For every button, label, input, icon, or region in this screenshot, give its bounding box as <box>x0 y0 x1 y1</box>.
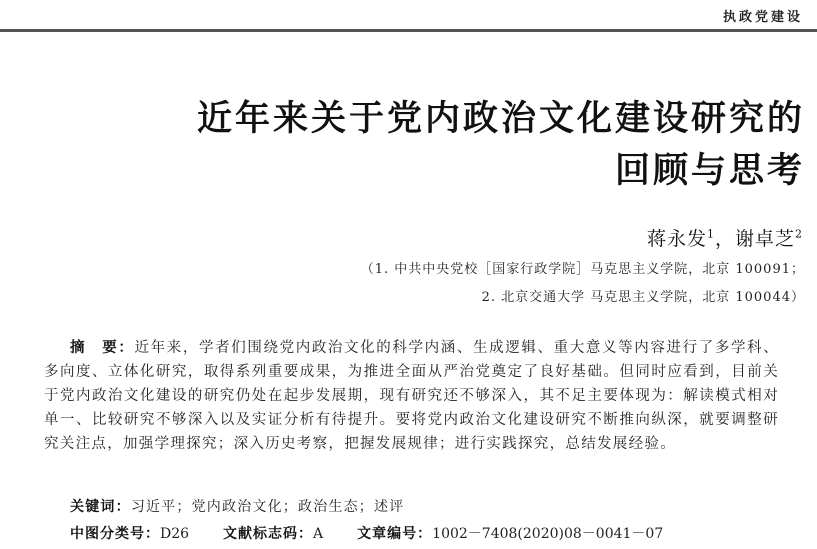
clc-label: 中图分类号： <box>70 526 160 542</box>
clc-number <box>70 523 189 543</box>
abstract-label: 摘 要： <box>70 340 135 356</box>
document-code <box>223 523 323 543</box>
author-separator: ， <box>714 228 735 250</box>
keywords-text: 习近平；党内政治文化；政治生态；述评 <box>130 499 405 515</box>
keywords <box>70 496 404 516</box>
author-mark-2: 2 <box>795 227 803 241</box>
document-code-label: 文献标志码： <box>223 526 314 542</box>
author-name-1: 蒋永发 <box>646 228 707 250</box>
author-list <box>647 224 803 251</box>
author-name-2: 谢卓芝 <box>734 228 795 250</box>
abstract <box>44 336 779 456</box>
article-title <box>45 93 805 197</box>
header-rule <box>0 29 817 32</box>
article-number-label: 文章编号： <box>357 526 433 542</box>
classification-line <box>70 523 790 543</box>
author-mark-1: 1 <box>706 227 715 241</box>
article-number <box>357 523 663 543</box>
title-line-1: 近年来关于党内政治文化建设研究的 <box>196 99 805 139</box>
title-line-2: 回顾与思考 <box>614 151 805 191</box>
clc-value: D26 <box>160 526 190 542</box>
document-code-value: A <box>313 526 324 542</box>
keywords-label: 关键词： <box>70 499 131 515</box>
abstract-text: 近年来，学者们围绕党内政治文化的科学内涵、生成逻辑、重大意义等内容进行了多学科、多向度、立体化研究，取得系列重要成果，为推进全面从严治党奠定了良好基础。但同时应看到，目前关于党内政治文化建设的研究仍处在起步发展期，现有研究还不够深入，其不足主要体现为：解读模式相对单一、比较研究不够深入以及实证分析有待提升。要将党内政治文化建设研究不断推向纵深，就要调整研究关注点，加强学理探究；深入历史考察，把握发展规律；进行实践探究，总结发展经验。 <box>44 340 779 452</box>
journal-section-tag: 执政党建设 <box>722 10 803 25</box>
affiliation-1: （1. 中共中央党校［国家行政学院］马克思主义学院，北京 100091； <box>360 262 805 277</box>
article-number-value: 1002－7408(2020)08－0041－07 <box>432 526 664 542</box>
affiliation-2: 2. 北京交通大学 马克思主义学院，北京 100044） <box>481 290 805 305</box>
